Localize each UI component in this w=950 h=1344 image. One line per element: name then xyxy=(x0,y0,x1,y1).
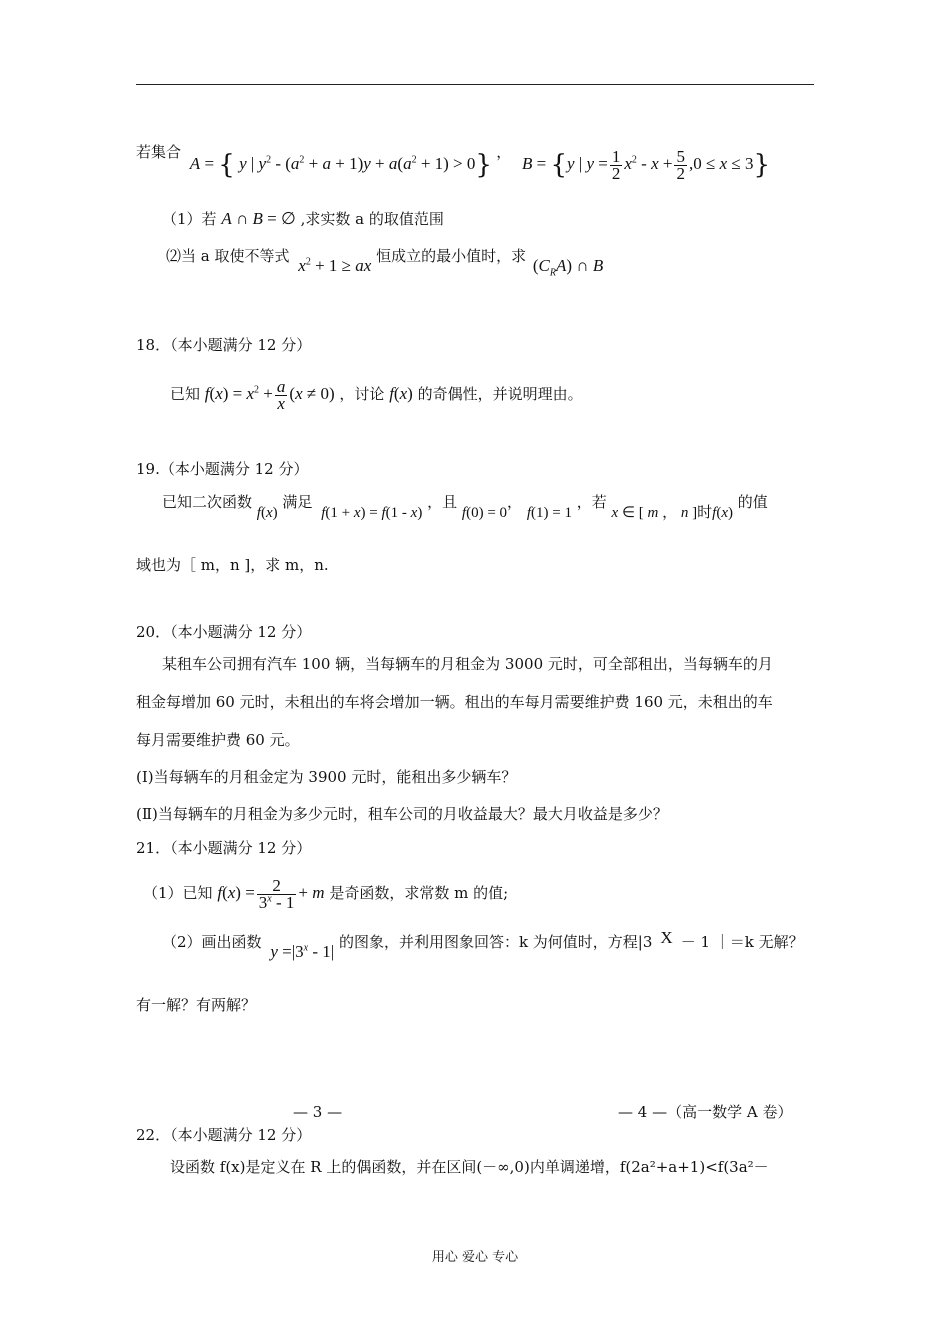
inequality-formula: $x^2 + 1$ ≥ ax xyxy=(298,256,372,275)
q19-header: 19.（本小题满分 12 分） xyxy=(136,460,309,478)
q20-sub1: (Ⅰ)当每辆车的月租金定为 3900 元时，能租出多少辆车？ xyxy=(136,768,517,786)
q17-intro: 若集合 xyxy=(136,143,182,161)
q19-symmetry-formula: f(1 + x) = f(1 - x) xyxy=(321,505,423,521)
q20-sub2: (Ⅱ)当每辆车的月租金为多少元时，租车公司的月收益最大？最大月收益是多少？ xyxy=(136,805,668,823)
set-b-formula: B = {y | y = $\frac{1}{2}$ $x^2$ - x + $\frac{5}{2}$ ,0 ≤ x ≤ 3} xyxy=(522,146,771,183)
set-a-formula: A = { y | $y^2 - (a^2 + a + 1)y + a(a^2 + 1) > 0$} xyxy=(189,150,492,181)
q17-part2: ⑵当 a 取使不等式 $x^2 + 1$ ≥ ax 恒成立的最小值时，求 $(C_RA)$ ∩ B xyxy=(166,247,604,279)
q22-header: 22．（本小题满分 12 分） xyxy=(136,1126,312,1144)
q18-fx: f(x) xyxy=(389,384,413,403)
q21-header: 21．（本小题满分 12 分） xyxy=(136,839,312,857)
empty-intersection-formula: A ∩ B = ∅ xyxy=(221,209,296,228)
q21-part1: （1）已知 f(x) = $\frac{2}{3^x - 1}$ + m 是奇函数，求常数 m 的值; xyxy=(143,875,509,912)
q20-header: 20．（本小题满分 12 分） xyxy=(136,623,312,641)
page-footer: 用心 爱心 专心 xyxy=(431,1250,519,1265)
q19-f1-formula: f(1) = 1 xyxy=(526,505,572,521)
q17-sets-line: 若集合 A = { y | $y^2 - (a^2 + a + 1)y + a(a^2 + 1) > 0$} ， B = {y | y = $\frac{1}{2}$ $x^2$ - x + $\frac{5}{2}$ ,0 ≤ x ≤ 3} xyxy=(136,143,771,183)
q21-line2: 有一解？有两解？ xyxy=(136,996,257,1014)
q19-line2: 域也为［ m，n ]，求 m，n. xyxy=(136,556,329,574)
q19-fx: f(x) xyxy=(256,505,278,521)
q18-function-formula: $f(x) = x^2$ + $\frac{a}{x}$ (x ≠ 0) xyxy=(204,376,335,413)
q22-line1: 设函数 f(x)是定义在 R 上的偶函数，并在区间(－∞,0)内单调递增，f(2a²+a+1)<f(3a²－ xyxy=(170,1158,769,1176)
q19-fx-2: f(x) xyxy=(712,505,733,521)
q21-abs-function-formula: $y =|3^x - 1|$ xyxy=(270,942,335,961)
header-rule xyxy=(136,84,814,85)
q19-f0-formula: f(0) = 0 xyxy=(461,505,508,521)
q18-header: 18．（本小题满分 12 分） xyxy=(136,336,312,354)
page-marker-4: — 4 —（高一数学 A 卷） xyxy=(618,1103,793,1121)
q21-part2: （2）画出函数 $y =|3^x - 1|$ 的图象，并利用图象回答：k 为何值时，方程|3 X － 1 ｜＝k 无解？ xyxy=(162,928,804,961)
page-marker-3: — 3 — xyxy=(293,1103,343,1121)
q18-statement: 已知 $f(x) = x^2$ + $\frac{a}{x}$ (x ≠ 0) ，讨论 f(x) 的奇偶性，并说明理由。 xyxy=(170,376,583,413)
q19-interval-formula: x ∈ [ m ， n ] xyxy=(611,505,698,521)
q20-line2: 租金每增加 60 元时，未租出的车将会增加一辆。租出的车每月需要维护费 160 元，未租出的车 xyxy=(136,693,773,711)
q20-line1: 某租车公司拥有汽车 100 辆，当每辆车的月租金为 3000 元时，可全部租出，当每辆车的月 xyxy=(162,655,773,673)
complement-intersection-formula: $(C_RA)$ ∩ B xyxy=(532,256,604,279)
q17-part1: （1）若 A ∩ B = ∅ ,求实数 a 的取值范围 xyxy=(162,209,444,228)
exponent-x-large: X xyxy=(660,928,673,947)
q19-statement: 已知二次函数 f(x) 满足 f(1 + x) = f(1 - x) ，且 f(0) = 0， f(1) = 1 ，若 x ∈ [ m ， n ]时f(x) 的值 xyxy=(162,493,768,521)
q20-line3: 每月需要维护费 60 元。 xyxy=(136,731,300,749)
q21-odd-function-formula: f(x) = $\frac{2}{3^x - 1}$ + m xyxy=(217,875,325,912)
